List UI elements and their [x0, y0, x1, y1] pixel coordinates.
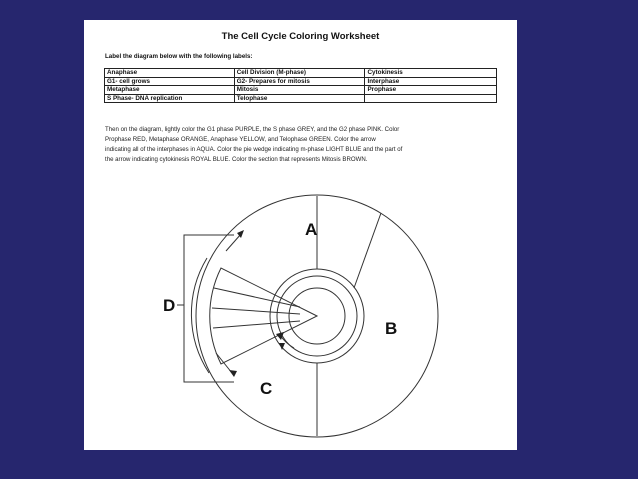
table-cell: Cell Division (M-phase) — [234, 69, 365, 78]
table-cell: Interphase — [365, 77, 497, 86]
mitosis-phase-line — [214, 288, 300, 307]
label-c: C — [260, 379, 273, 398]
instructions-line: the arrow indicating cytokinesis ROYAL BLUE. Color the section that represents Mitosis BROWN. — [105, 156, 368, 163]
divider-line-upper-right — [354, 213, 381, 288]
arrow-shaft — [226, 234, 241, 251]
table-cell: S Phase- DNA replication — [105, 94, 235, 103]
worksheet-title: The Cell Cycle Coloring Worksheet — [221, 31, 380, 42]
mitosis-phase-line — [212, 308, 300, 314]
instructions-line: indicating all of the interphases in AQUA. Color the pie wedge indicating m-phase LIGHT BLUE and the part of — [105, 146, 403, 153]
table-cell: Telophase — [234, 94, 365, 103]
worksheet-subtitle: Label the diagram below with the following labels: — [105, 53, 253, 60]
table-cell: Mitosis — [234, 86, 365, 95]
instructions-line: Prophase RED, Metaphase ORANGE, Anaphase YELLOW, and Telophase GREEN. Color the arrow — [105, 136, 376, 143]
label-a: A — [305, 220, 318, 239]
cell-cycle-diagram — [84, 20, 517, 450]
m-phase-wedge — [210, 268, 317, 364]
arrow-head-icon — [229, 370, 237, 377]
table-cell: Anaphase — [105, 69, 235, 78]
label-b: B — [385, 319, 398, 338]
cytokinesis-arc — [191, 258, 209, 373]
table-cell: Metaphase — [105, 86, 235, 95]
table-cell: G2- Prepares for mitosis — [234, 77, 365, 86]
mitosis-phase-line — [213, 321, 300, 328]
worksheet-page — [84, 20, 517, 450]
arrow-shaft — [216, 353, 232, 373]
instructions-line: Then on the diagram, lightly color the G1 phase PURPLE, the S phase GREY, and the G2 phase PINK. Color — [105, 126, 400, 133]
label-d: D — [163, 296, 176, 315]
table-cell: Cytokinesis — [365, 69, 497, 78]
table-cell: Prophase — [365, 86, 497, 95]
table-cell: G1- cell grows — [105, 77, 235, 86]
